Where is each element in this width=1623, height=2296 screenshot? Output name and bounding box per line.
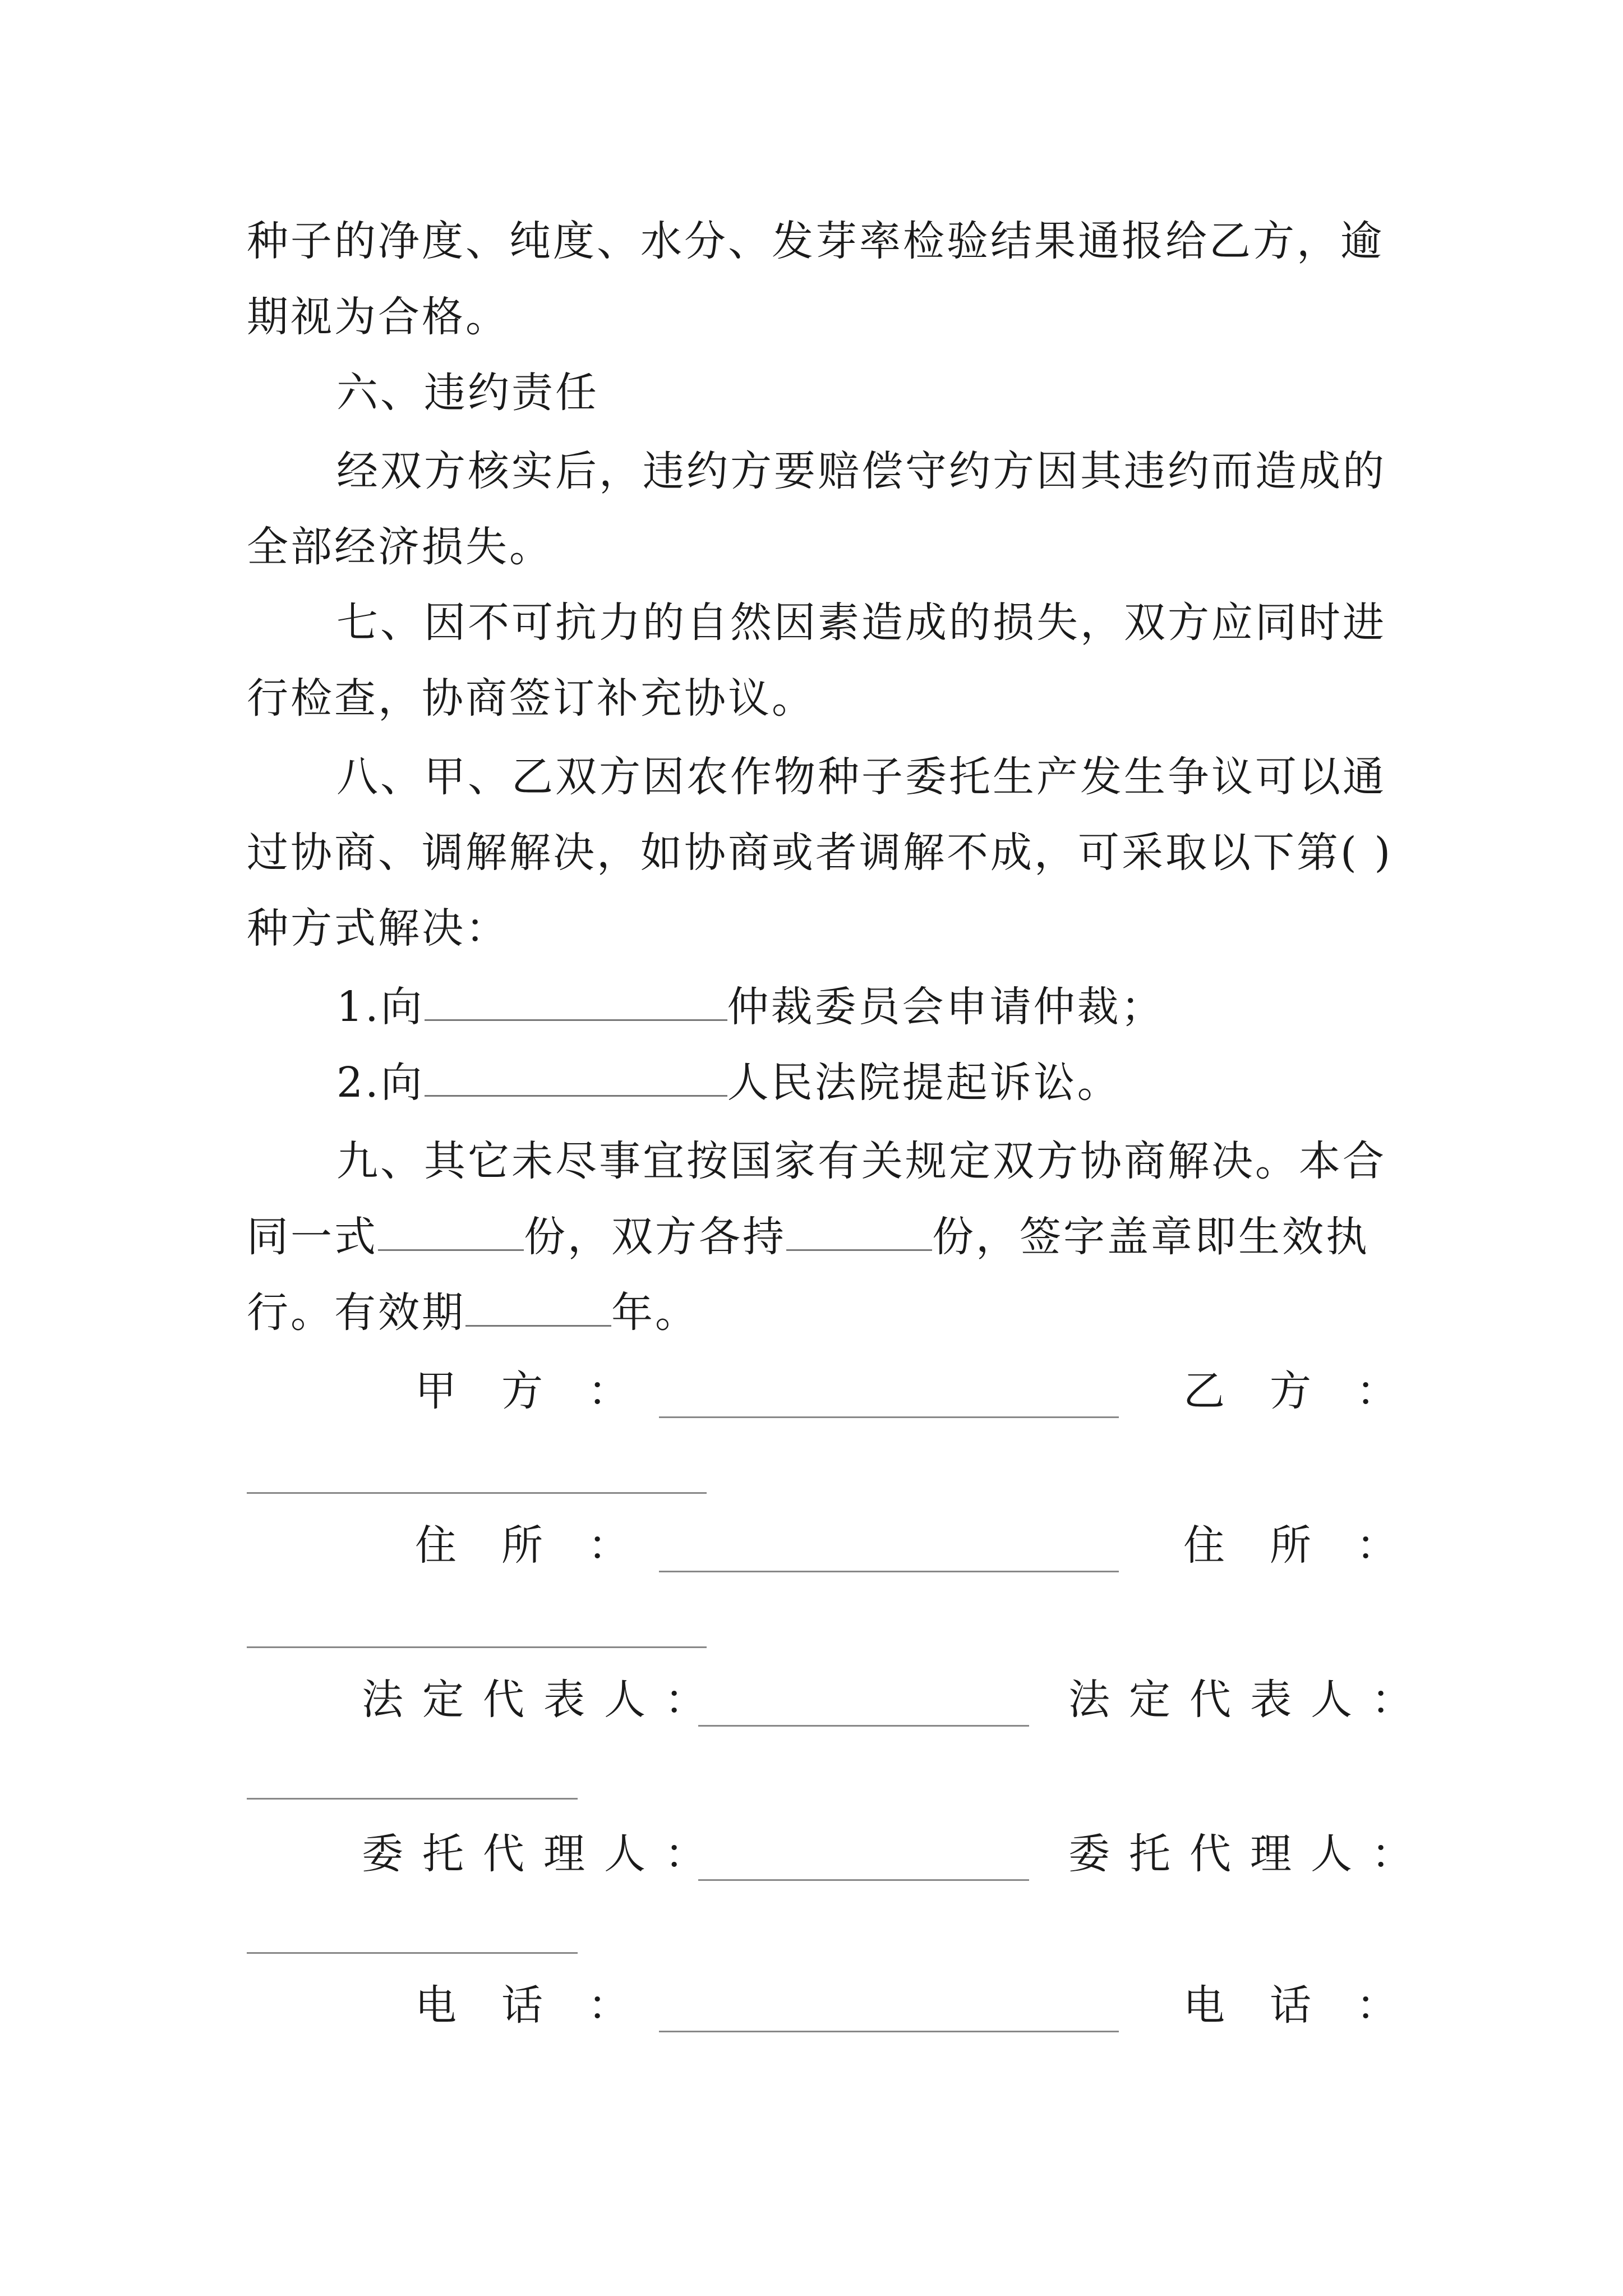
arbitration-blank — [425, 983, 727, 1021]
text-segment: 同一式 — [247, 1213, 378, 1261]
paragraph-line — [247, 1209, 1370, 1265]
phone-a-label: 电话： — [415, 1981, 674, 2030]
legal-rep-a-line — [698, 1725, 1029, 1727]
paragraph-line: 行检查，协商签订补充协议。 — [247, 674, 815, 723]
legal-rep-a-label: 法定代表人： — [362, 1676, 725, 1724]
validity-years-blank — [465, 1289, 611, 1327]
paragraph-line: 期视为合格。 — [247, 293, 509, 341]
phone-b-label: 电话： — [1183, 1981, 1442, 2030]
option-line — [336, 1055, 1121, 1111]
party-a-label: 甲方： — [415, 1367, 674, 1415]
paragraph-line: 过协商、调解解决，如协商或者调解不成，可采取以下第( ) — [247, 829, 1393, 877]
section-title: 六、违约责任 — [336, 369, 599, 417]
text-segment: 份，双方各持 — [524, 1213, 786, 1261]
option-line — [336, 979, 1165, 1035]
paragraph-line: 全部经济损失。 — [247, 523, 553, 571]
paragraph-line — [247, 1285, 699, 1341]
paragraph-line: 经双方核实后，违约方要赔偿守约方因其违约而造成的 — [336, 447, 1386, 495]
court-blank — [425, 1059, 727, 1097]
option-suffix: 人民法院提起诉讼。 — [727, 1059, 1121, 1107]
text-segment: 年。 — [611, 1289, 699, 1337]
party-a-line — [659, 1416, 1119, 1418]
text-segment: 行。有效期 — [247, 1289, 465, 1337]
phone-a-line — [659, 2031, 1119, 2032]
option-prefix: 2.向 — [336, 1059, 425, 1107]
option-suffix: 仲裁委员会申请仲裁； — [727, 983, 1165, 1031]
paragraph-line: 九、其它未尽事宜按国家有关规定双方协商解决。本合 — [336, 1137, 1386, 1185]
paragraph-line: 七、因不可抗力的自然因素造成的损失，双方应同时进 — [336, 599, 1386, 647]
address-a-line — [659, 1571, 1119, 1572]
address-a-label: 住所： — [415, 1521, 674, 1570]
address-b-line — [247, 1646, 707, 1648]
legal-rep-b-line — [247, 1798, 578, 1800]
option-prefix: 1.向 — [336, 983, 425, 1031]
agent-b-line — [247, 1952, 578, 1954]
party-b-line — [247, 1492, 707, 1494]
agent-a-line — [698, 1879, 1029, 1881]
paragraph-line: 八、甲、乙双方因农作物种子委托生产发生争议可以通 — [336, 753, 1386, 801]
paragraph-line: 种子的净度、纯度、水分、发芽率检验结果通报给乙方，逾 — [247, 217, 1384, 265]
agent-b-label: 委托代理人： — [1068, 1830, 1432, 1878]
address-b-label: 住所： — [1183, 1521, 1442, 1570]
party-b-label: 乙方： — [1183, 1367, 1442, 1415]
legal-rep-b-label: 法定代表人： — [1068, 1676, 1432, 1724]
text-segment: 份，签字盖章即生效执 — [932, 1213, 1370, 1261]
paragraph-line: 种方式解决： — [247, 904, 509, 953]
copies-blank — [378, 1213, 524, 1251]
agent-a-label: 委托代理人： — [362, 1830, 725, 1878]
copies-each-blank — [786, 1213, 932, 1251]
